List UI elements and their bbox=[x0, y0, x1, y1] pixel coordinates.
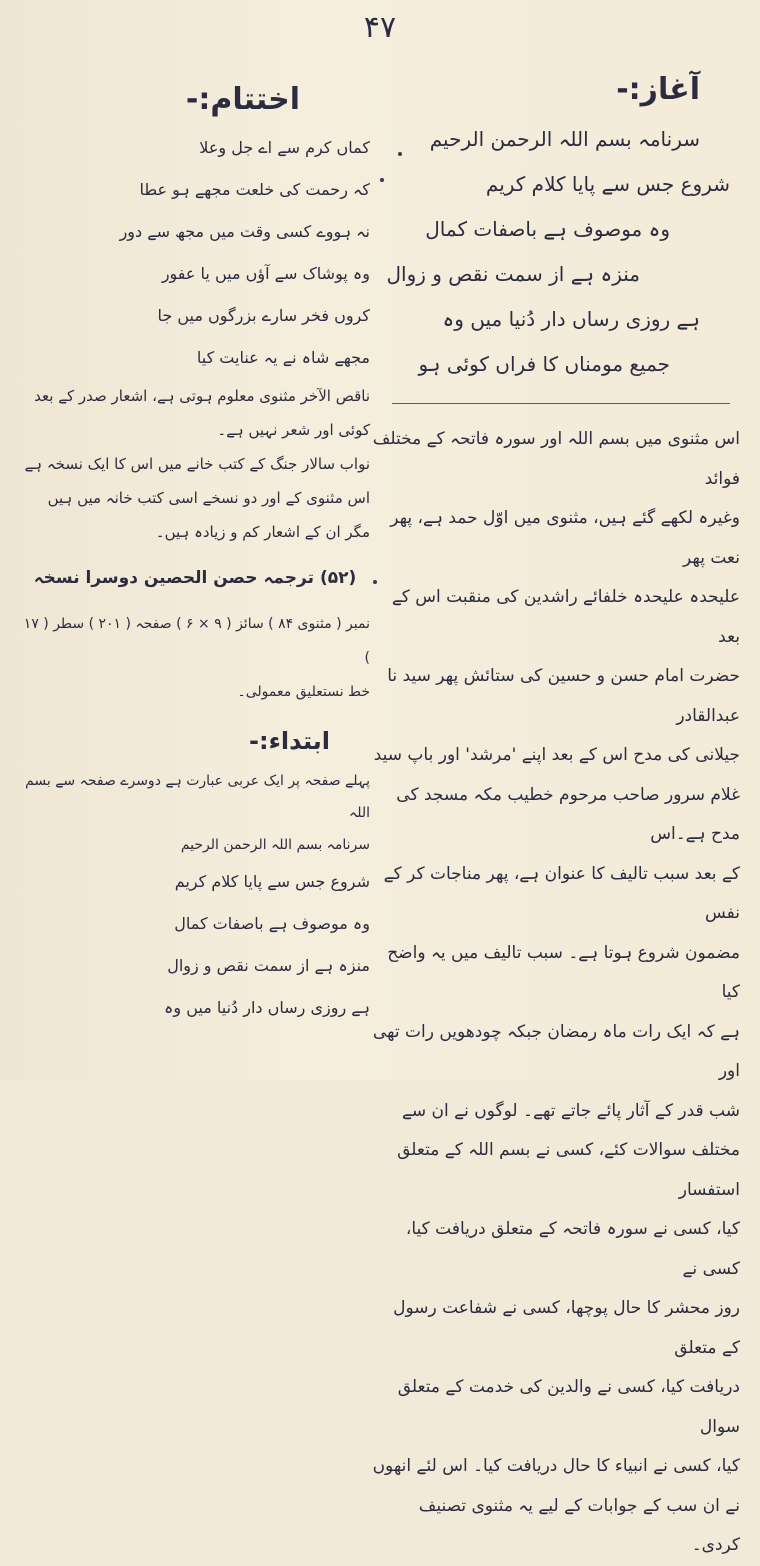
closing-verse: کروں فخر سارے بزرگوں میں جا bbox=[157, 306, 370, 325]
description-line: اس مثنوی میں بسم اللہ اور سورہ فاتحہ کے مختلف فوائد bbox=[372, 429, 740, 489]
left-column bbox=[20, 80, 370, 1029]
right-column bbox=[372, 70, 740, 1566]
note-line: اس مثنوی کے اور دو نسخے اسی کتب خانہ میں ہیں bbox=[47, 489, 370, 507]
description-line: علیحدہ علیحدہ خلفائے راشدین کی منقبت اس کے بعد bbox=[391, 587, 740, 647]
beginning-heading: ابتداء:- bbox=[249, 727, 330, 755]
description-line: شب قدر کے آثار پائے جاتے تھے۔ لوگوں نے ان سے bbox=[401, 1100, 740, 1121]
beginning-verse: ہے روزی رساں دار دُنیا میں وہ bbox=[164, 998, 370, 1017]
note-line: نواب سالار جنگ کے کتب خانے میں اس کا ایک نسخہ ہے bbox=[24, 455, 370, 473]
description-line: وغیرہ لکھے گئے ہیں، مثنوی میں اوّل حمد ہے، پھر نعت پھر bbox=[390, 508, 740, 568]
description-line: دریافت کیا، کسی نے والدین کی خدمت کے متعلق سوال bbox=[397, 1377, 740, 1437]
entry-title: (۵۲) ترجمہ حصن الحصین دوسرا نسخہ bbox=[33, 568, 357, 588]
closing-verse: کماں کرم سے اے جل وعلا bbox=[199, 138, 370, 157]
closing-verse: مجھے شاہ نے یہ عنایت کیا bbox=[196, 348, 370, 367]
description-line: غلام سرور صاحب مرحوم خطیب مکہ مسجد کی مدح ہے۔اس bbox=[396, 784, 740, 844]
intro-line: پہلے صفحہ پر ایک عربی عبارت ہے دوسرے صفحہ سے بسم اللہ bbox=[25, 773, 370, 821]
ink-dot bbox=[373, 580, 377, 584]
beginning-verse: شروع جس سے پایا کلام کریم bbox=[174, 872, 370, 891]
description-line: مضمون شروع ہوتا ہے۔ سبب تالیف میں یہ واضح کیا bbox=[387, 942, 740, 1002]
note-line: مگر ان کے اشعار کم و زیادہ ہیں۔ bbox=[155, 523, 370, 541]
ink-dot bbox=[398, 152, 402, 156]
opening-verse: منزہ ہے از سمت نقص و زوال bbox=[386, 262, 640, 286]
description-line: جیلانی کی مدح اس کے بعد اپنے 'مرشد' اور باپ سید bbox=[373, 745, 740, 765]
beginning-verse: منزہ ہے از سمت نقص و زوال bbox=[167, 956, 370, 975]
opening-verse: ہے روزی رساں دار دُنیا میں وہ bbox=[442, 307, 700, 331]
entry-meta: نمبر ( مثنوی ۸۴ ) سائز ( ۹ × ۶ ) صفحہ ( ۲۰۱ ) سطر ( ۱۷ ) bbox=[23, 616, 370, 666]
opening-heading: آغاز:- bbox=[616, 72, 700, 107]
closing-heading: اختتام:- bbox=[185, 82, 300, 117]
opening-verse: وہ موصوف ہے باصفات کمال bbox=[425, 217, 670, 241]
description-line: کیا، کسی نے انبیاء کا حال دریافت کیا۔ اس لئے انھوں bbox=[372, 1456, 740, 1476]
closing-verse: وہ پوشاک سے آؤں میں یا عفور bbox=[161, 264, 370, 283]
note-line: کوئی اور شعر نہیں ہے۔ bbox=[217, 421, 370, 439]
description-line: کیا، کسی نے سورہ فاتحہ کے متعلق دریافت کیا، کسی نے bbox=[405, 1219, 740, 1279]
description-line: روز محشر کا حال پوچھا، کسی نے شفاعت رسول کے متعلق bbox=[393, 1298, 740, 1358]
opening-verse: سرنامہ بسم اللہ الرحمن الرحیم bbox=[429, 127, 700, 151]
description-line: مختلف سوالات کئے، کسی نے بسم اللہ کے متعلق استفسار bbox=[397, 1140, 740, 1200]
entry-meta: خط نستعلیق معمولی۔ bbox=[237, 684, 370, 700]
description-line: نے ان سب کے جوابات کے لیے یہ مثنوی تصنیف کردی۔ bbox=[418, 1495, 740, 1555]
ink-dot bbox=[380, 178, 384, 182]
description-line: حضرت امام حسن و حسین کی ستائش پھر سید نا عبدالقادر bbox=[387, 666, 740, 726]
closing-verse: نہ ہووے کسی وقت میں مجھ سے دور bbox=[119, 222, 370, 241]
description-line: ہے کہ ایک رات ماہ رمضان جبکہ چودھویں رات تھی اور bbox=[372, 1021, 740, 1081]
opening-verse: شروع جس سے پایا کلام کریم bbox=[485, 172, 730, 196]
section-divider bbox=[392, 403, 730, 404]
intro-line: سرنامہ بسم اللہ الرحمن الرحیم bbox=[180, 837, 370, 853]
description-line: کے بعد سبب تالیف کا عنوان ہے، پھر مناجات کر کے نفس bbox=[383, 863, 740, 923]
page-number: ۴۷ bbox=[363, 10, 397, 45]
note-line: ناقص الآخر مثنوی معلوم ہوتی ہے، اشعار صدر کے بعد bbox=[34, 387, 370, 405]
opening-verse: جمیع مومناں کا فراں کوئی ہو bbox=[418, 352, 670, 376]
beginning-verse: وہ موصوف ہے باصفات کمال bbox=[174, 914, 370, 933]
closing-verse: کہ رحمت کی خلعت مجھے ہو عطا bbox=[139, 180, 370, 199]
